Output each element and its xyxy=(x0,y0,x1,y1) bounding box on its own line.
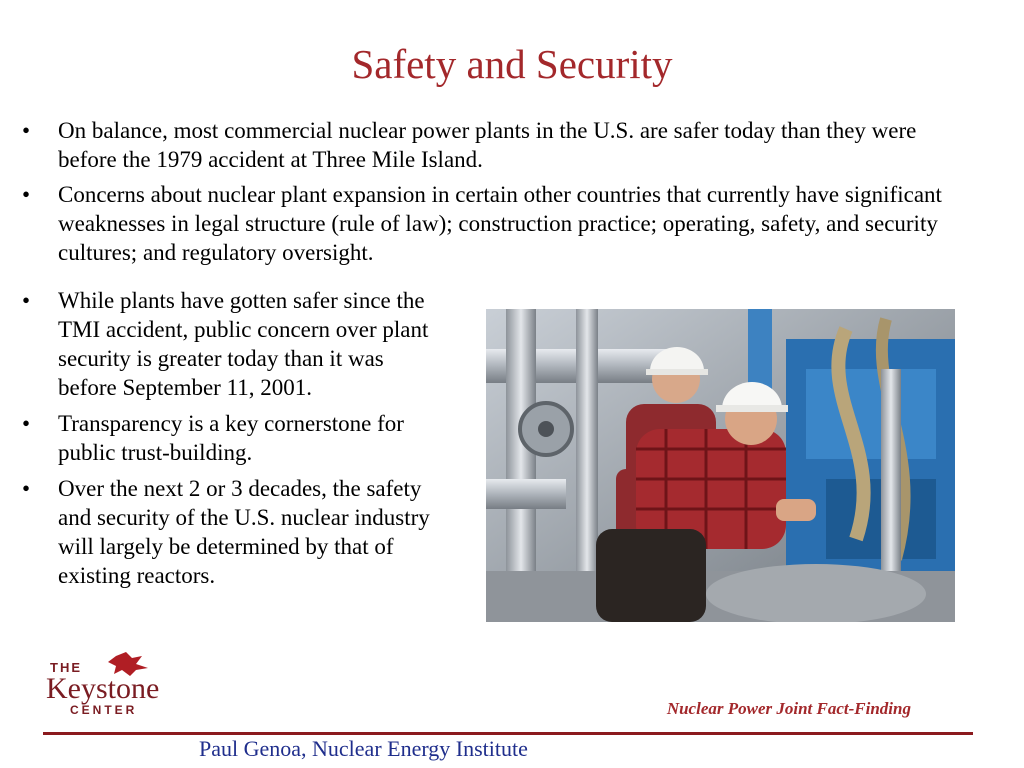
engineers-at-equipment-image xyxy=(486,309,955,622)
bullet-item: • Transparency is a key cornerstone for public trust-building. xyxy=(18,409,448,467)
bullet-item: • Concerns about nuclear plant expansion in certain other countries that currently have significant weaknesses in legal structure (rule of law); construction practice; operating, safety, and security cultures; and regulatory oversight. xyxy=(18,180,958,267)
engineers-photo xyxy=(486,309,955,622)
logo-center-text: CENTER xyxy=(70,703,138,717)
bullet-item: • Over the next 2 or 3 decades, the safety and security of the U.S. nuclear industry will largely be determined by that of existing reactors. xyxy=(18,474,448,590)
keystone-center-logo xyxy=(44,650,194,722)
slide-title: Safety and Security xyxy=(351,41,673,87)
bullet-item: • While plants have gotten safer since the TMI accident, public concern over plant security is greater today than it was before September 11, 2001. xyxy=(18,286,448,402)
bullet-item: • On balance, most commercial nuclear power plants in the U.S. are safer today than they were before the 1979 accident at Three Mile Island. xyxy=(18,116,958,174)
logo-name-text: Keystone xyxy=(46,672,160,705)
footer-divider xyxy=(43,732,973,735)
logo-the-text: THE xyxy=(50,660,82,675)
keystone-logo-graphic xyxy=(44,650,194,722)
left-bullet-list xyxy=(18,286,448,597)
event-tagline: Nuclear Power Joint Fact-Finding xyxy=(666,699,911,718)
top-bullet-list xyxy=(18,116,958,273)
presenter-credit: Paul Genoa, Nuclear Energy Institute xyxy=(199,736,528,761)
